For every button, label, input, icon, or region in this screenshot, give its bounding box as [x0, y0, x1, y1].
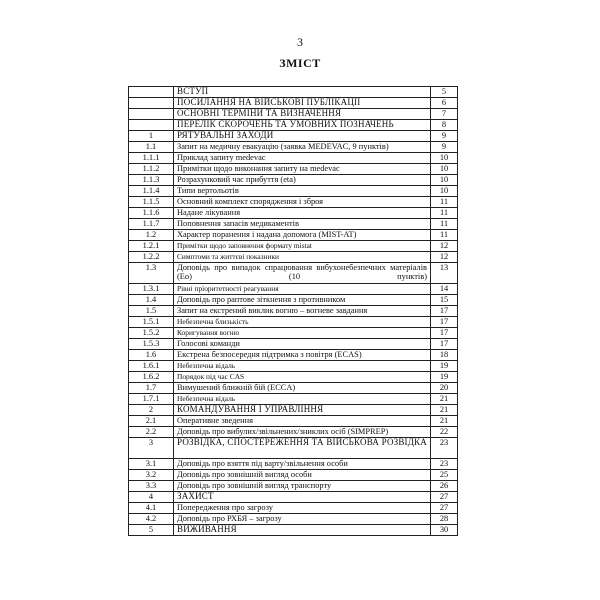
toc-section-title: Доповідь про випадок спрацювання вибухонебезпечних матеріалів (Ео) (10 пунктів) — [174, 263, 431, 284]
toc-page-number: 12 — [431, 252, 458, 263]
toc-section-number — [129, 87, 174, 98]
toc-page-number: 18 — [431, 350, 458, 361]
toc-section-number: 1.5 — [129, 306, 174, 317]
toc-row — [129, 361, 458, 372]
toc-page-number: 20 — [431, 383, 458, 394]
toc-row — [129, 481, 458, 492]
toc-row — [129, 405, 458, 416]
table-of-contents — [128, 86, 458, 536]
toc-section-number: 1.6.1 — [129, 361, 174, 372]
toc-section-number: 1.1.3 — [129, 175, 174, 186]
toc-section-title: Надане лікування — [174, 208, 431, 219]
toc-section-title: ПОСИЛАННЯ НА ВІЙСЬКОВІ ПУБЛІКАЦІЇ — [174, 98, 431, 109]
toc-section-title: Коригування вогню — [174, 328, 431, 339]
toc-row — [129, 525, 458, 536]
toc-page-number: 25 — [431, 470, 458, 481]
toc-section-title: Характер поранення і надана допомога (MIST-AT) — [174, 230, 431, 241]
toc-section-number: 2.2 — [129, 427, 174, 438]
toc-section-title: Доповідь про зовнішній вигляд особи — [174, 470, 431, 481]
toc-section-number: 1.5.1 — [129, 317, 174, 328]
toc-row — [129, 350, 458, 361]
toc-section-number — [129, 98, 174, 109]
toc-row — [129, 131, 458, 142]
toc-page-number: 11 — [431, 219, 458, 230]
toc-section-number: 1.3.1 — [129, 284, 174, 295]
toc-section-number: 1.1.2 — [129, 164, 174, 175]
toc-row — [129, 383, 458, 394]
toc-page-number: 10 — [431, 153, 458, 164]
toc-page-number: 23 — [431, 459, 458, 470]
toc-page-number: 17 — [431, 328, 458, 339]
toc-row — [129, 372, 458, 383]
toc-page-number: 12 — [431, 241, 458, 252]
toc-page-number: 26 — [431, 481, 458, 492]
toc-section-title: Типи вертольотів — [174, 186, 431, 197]
toc-section-title: ВСТУП — [174, 87, 431, 98]
toc-page-number: 21 — [431, 416, 458, 427]
toc-section-title: ВИЖИВАННЯ — [174, 525, 431, 536]
toc-section-title: Небезпечна відаль — [174, 394, 431, 405]
toc-section-title: ПЕРЕЛІК СКОРОЧЕНЬ ТА УМОВНИХ ПОЗНАЧЕНЬ — [174, 120, 431, 131]
toc-row — [129, 219, 458, 230]
toc-page-number: 10 — [431, 175, 458, 186]
toc-body — [129, 87, 458, 536]
toc-section-number: 1 — [129, 131, 174, 142]
toc-row — [129, 514, 458, 525]
toc-section-number: 4.1 — [129, 503, 174, 514]
toc-page-number: 22 — [431, 427, 458, 438]
toc-section-number: 1.7 — [129, 383, 174, 394]
toc-page-number: 27 — [431, 492, 458, 503]
toc-page-number: 5 — [431, 87, 458, 98]
page-number: 3 — [297, 35, 303, 49]
toc-row — [129, 230, 458, 241]
toc-page-number: 9 — [431, 131, 458, 142]
toc-section-number: 1.1.7 — [129, 219, 174, 230]
toc-section-title: ОСНОВНІ ТЕРМІНИ ТА ВИЗНАЧЕННЯ — [174, 109, 431, 120]
toc-section-number: 1.3 — [129, 263, 174, 284]
toc-page-number: 11 — [431, 208, 458, 219]
toc-section-title: Запит на екстрений виклик вогню – вогневе завдання — [174, 306, 431, 317]
toc-section-title: Примітки щодо виконання запиту на medevac — [174, 164, 431, 175]
toc-page-number: 10 — [431, 186, 458, 197]
toc-page-number: 7 — [431, 109, 458, 120]
toc-section-number: 1.4 — [129, 295, 174, 306]
toc-page-number: 9 — [431, 142, 458, 153]
toc-page-number: 21 — [431, 394, 458, 405]
toc-section-number: 1.6 — [129, 350, 174, 361]
toc-row — [129, 142, 458, 153]
toc-row — [129, 438, 458, 459]
toc-section-title: Доповідь про раптове зіткнення з противником — [174, 295, 431, 306]
toc-page-number: 27 — [431, 503, 458, 514]
toc-section-title: Симптоми та життєві показники — [174, 252, 431, 263]
toc-row — [129, 109, 458, 120]
toc-section-title: Доповідь про зовнішній вигляд транспорту — [174, 481, 431, 492]
toc-row — [129, 503, 458, 514]
toc-section-number: 1.5.3 — [129, 339, 174, 350]
toc-section-number: 3.1 — [129, 459, 174, 470]
toc-row — [129, 241, 458, 252]
toc-row — [129, 328, 458, 339]
toc-section-title: Попередження про загрозу — [174, 503, 431, 514]
toc-section-title: Примітки щодо заповнення формату mistat — [174, 241, 431, 252]
toc-page-number: 13 — [431, 263, 458, 284]
toc-page-number: 17 — [431, 306, 458, 317]
toc-page-number: 17 — [431, 339, 458, 350]
toc-row — [129, 317, 458, 328]
toc-section-number: 2.1 — [129, 416, 174, 427]
toc-section-number: 4.2 — [129, 514, 174, 525]
toc-row — [129, 120, 458, 131]
toc-section-number: 1.2.1 — [129, 241, 174, 252]
toc-page-number: 14 — [431, 284, 458, 295]
toc-section-number: 5 — [129, 525, 174, 536]
toc-section-title: Оперативне зведення — [174, 416, 431, 427]
toc-row — [129, 186, 458, 197]
toc-section-title: Запит на медичну евакуацію (заявка MEDEVAC, 9 пунктів) — [174, 142, 431, 153]
toc-section-title: Небезпечна близькість — [174, 317, 431, 328]
toc-page-number: 19 — [431, 372, 458, 383]
toc-row — [129, 394, 458, 405]
toc-page-number: 6 — [431, 98, 458, 109]
toc-page-number: 21 — [431, 405, 458, 416]
toc-page-number: 17 — [431, 317, 458, 328]
toc-row — [129, 208, 458, 219]
toc-section-number: 3 — [129, 438, 174, 459]
toc-page-number: 11 — [431, 197, 458, 208]
toc-row — [129, 339, 458, 350]
toc-section-title: Небезпечна відаль — [174, 361, 431, 372]
toc-page-number: 15 — [431, 295, 458, 306]
toc-section-number: 1.2 — [129, 230, 174, 241]
toc-section-title: РОЗВІДКА, СПОСТЕРЕЖЕННЯ ТА ВІЙСЬКОВА РОЗВІДКА — [174, 438, 431, 459]
toc-section-title: Розрахунковий час прибуття (eta) — [174, 175, 431, 186]
toc-section-title: Доповідь про вибулих/звільнених/зниклих осіб (SIMPREP) — [174, 427, 431, 438]
toc-page-number: 19 — [431, 361, 458, 372]
toc-row — [129, 295, 458, 306]
toc-section-number: 4 — [129, 492, 174, 503]
toc-section-title: Голосові команди — [174, 339, 431, 350]
toc-section-title: Порядок під час CAS — [174, 372, 431, 383]
toc-section-title: Рівні пріоритетності реагування — [174, 284, 431, 295]
toc-section-number: 1.1 — [129, 142, 174, 153]
toc-section-title: Основний комплект спорядження і зброя — [174, 197, 431, 208]
toc-section-title: РЯТУВАЛЬНІ ЗАХОДИ — [174, 131, 431, 142]
toc-section-number: 1.5.2 — [129, 328, 174, 339]
toc-page-number: 10 — [431, 164, 458, 175]
toc-section-title: КОМАНДУВАННЯ І УПРАВЛІННЯ — [174, 405, 431, 416]
toc-row — [129, 306, 458, 317]
toc-page-number: 8 — [431, 120, 458, 131]
toc-section-number — [129, 109, 174, 120]
toc-section-number: 3.3 — [129, 481, 174, 492]
toc-row — [129, 252, 458, 263]
toc-page-number: 30 — [431, 525, 458, 536]
toc-section-title: Екстрена безпосередня підтримка з повітря (ECAS) — [174, 350, 431, 361]
toc-section-number: 1.1.5 — [129, 197, 174, 208]
toc-row — [129, 164, 458, 175]
toc-row — [129, 284, 458, 295]
toc-section-number: 1.7.1 — [129, 394, 174, 405]
toc-row — [129, 98, 458, 109]
page-title: ЗМІСТ — [279, 56, 321, 70]
toc-section-number — [129, 120, 174, 131]
toc-row — [129, 87, 458, 98]
toc-section-number: 1.2.2 — [129, 252, 174, 263]
toc-row — [129, 470, 458, 481]
toc-row — [129, 459, 458, 470]
toc-section-number: 1.6.2 — [129, 372, 174, 383]
toc-section-title: Приклад запиту medevac — [174, 153, 431, 164]
toc-row — [129, 416, 458, 427]
toc-section-number: 1.1.1 — [129, 153, 174, 164]
toc-page-number: 28 — [431, 514, 458, 525]
toc-section-title: Доповідь про РХБЯ – загрозу — [174, 514, 431, 525]
toc-section-title: Вимушений ближній бій (ECCA) — [174, 383, 431, 394]
toc-row — [129, 427, 458, 438]
toc-row — [129, 197, 458, 208]
toc-section-title: ЗАХИСТ — [174, 492, 431, 503]
toc-section-title: Доповідь про взяття під варту/звільнення особи — [174, 459, 431, 470]
toc-row — [129, 175, 458, 186]
toc-page-number: 11 — [431, 230, 458, 241]
toc-page-number: 23 — [431, 438, 458, 459]
toc-row — [129, 263, 458, 284]
toc-row — [129, 492, 458, 503]
toc-section-number: 1.1.4 — [129, 186, 174, 197]
toc-section-title: Поповнення запасів медикаментів — [174, 219, 431, 230]
toc-section-number: 3.2 — [129, 470, 174, 481]
toc-section-number: 1.1.6 — [129, 208, 174, 219]
toc-row — [129, 153, 458, 164]
toc-section-number: 2 — [129, 405, 174, 416]
